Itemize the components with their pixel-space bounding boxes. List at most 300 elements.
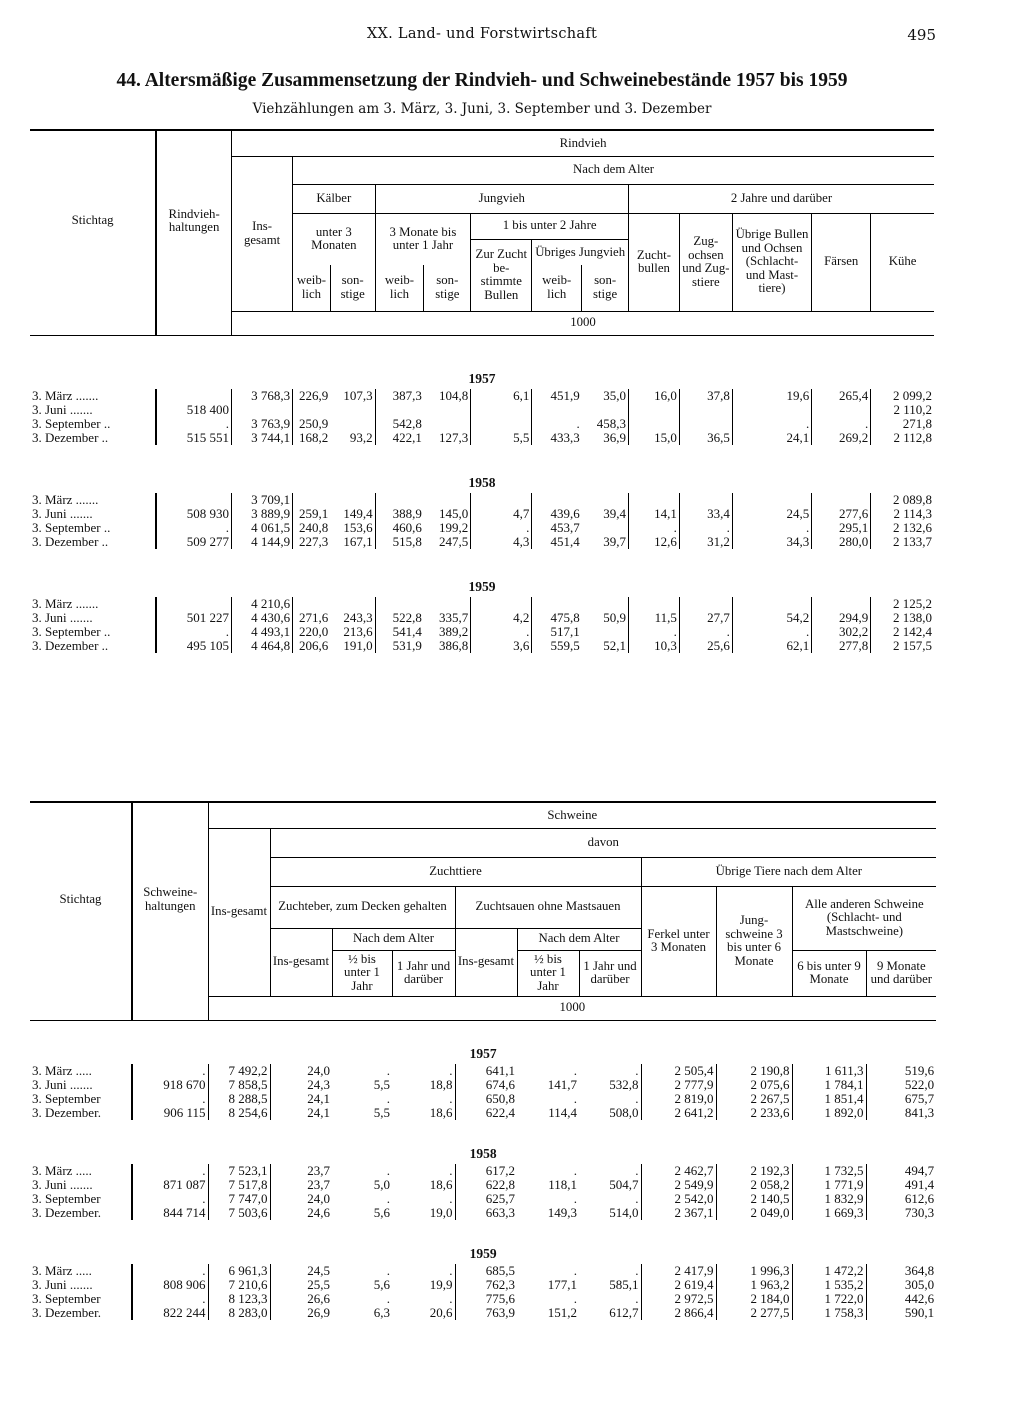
col-haltungen: Rindvieh-haltungen — [156, 130, 231, 311]
cell-value: 4,7 — [471, 507, 532, 521]
cell-value: 271,6 — [293, 611, 331, 625]
cell-value: 918 670 — [132, 1078, 208, 1092]
cell-value: 18,6 — [429, 1177, 453, 1192]
col-1bis2: 1 bis unter 2 Jahre — [471, 213, 629, 239]
cell-value: . — [679, 625, 732, 639]
cell-value: 265,4 — [812, 389, 871, 403]
col-eber-insgesamt: Ins-gesamt — [270, 928, 332, 996]
cell-value: 14,1 — [629, 507, 680, 521]
col-jungschweine: Jung-schweine 3 bis unter 6 Monate — [716, 886, 792, 996]
col-zuchtsauen: Zuchtsauen ohne Mastsauen — [455, 886, 641, 928]
cell-value: 11,5 — [629, 611, 680, 625]
cell-value: 433,3 — [532, 431, 582, 445]
cell-value: 2 192,3 — [716, 1164, 792, 1178]
row-label: 3. März ....... — [32, 596, 99, 611]
cell-value: 8 254,6 — [208, 1106, 270, 1120]
row-label: 3. Dezember .. — [32, 430, 109, 445]
cell-value: 149,3 — [547, 1205, 577, 1220]
year-heading: 1957 — [469, 1046, 497, 1061]
cell-value: 617,2 — [455, 1164, 517, 1178]
cell-value: 844 714 — [132, 1206, 208, 1220]
col-zucht-bullen-jung: Zur Zucht be-stimmte Bullen — [471, 239, 532, 311]
cell-value: . — [132, 1164, 208, 1178]
cell-value: 2 075,6 — [716, 1078, 792, 1092]
col-3bis1: 3 Monate bis unter 1 Jahr — [375, 213, 471, 265]
cell-value: 168,2 — [293, 431, 331, 445]
row-label: 3. März ..... — [32, 1263, 92, 1278]
cell-value: . — [386, 1163, 390, 1178]
cell-value: 24,0 — [270, 1064, 332, 1078]
cell-value: 149,4 — [343, 506, 373, 521]
cell-value: 451,4 — [532, 535, 582, 549]
col-zuchttiere: Zuchttiere — [270, 857, 641, 886]
cell-value: . — [679, 521, 732, 535]
row-label: 3. März ....... — [32, 388, 99, 403]
cell-value: . — [573, 1063, 577, 1078]
cell-value — [629, 597, 680, 611]
col-3bis1-weiblich: weib-lich — [375, 265, 424, 311]
col-eber-einjahr: 1 Jahr und darüber — [392, 950, 455, 996]
row-label: 3. Dezember. — [32, 1305, 101, 1320]
col-schweine: Schweine — [208, 802, 936, 828]
cell-value — [156, 597, 231, 611]
cell-value: 240,8 — [293, 521, 331, 535]
cell-value: 191,0 — [343, 638, 373, 653]
year-heading: 1958 — [469, 1146, 497, 1161]
cell-value: 167,1 — [343, 534, 373, 549]
cell-value: 2 549,9 — [641, 1178, 716, 1192]
table-row — [30, 431, 934, 445]
col-davon: davon — [270, 828, 936, 857]
table-row — [30, 1278, 936, 1292]
cell-value: 2 132,6 — [871, 521, 934, 535]
cell-value: 6,3 — [373, 1305, 390, 1320]
cell-value: . — [156, 521, 231, 535]
cell-value: 93,2 — [349, 430, 373, 445]
cell-value: 199,2 — [438, 520, 469, 535]
cell-value: 763,9 — [455, 1306, 517, 1320]
col-eber-nach-alter: Nach dem Alter — [332, 928, 455, 950]
cell-value: 494,7 — [866, 1164, 936, 1178]
cell-value: . — [573, 1163, 577, 1178]
year-heading: 1958 — [468, 475, 496, 490]
cell-value: 2 417,9 — [641, 1264, 716, 1278]
unit-label: 1000 — [232, 311, 934, 335]
col-uebriges-jungvieh: Übriges Jungvieh — [532, 239, 629, 265]
year-row — [30, 1020, 936, 1064]
cell-value: 3 709,1 — [232, 493, 293, 507]
cell-value — [812, 597, 871, 611]
table-row — [30, 1292, 936, 1306]
row-label: 3. März ..... — [32, 1163, 92, 1178]
cell-value: 247,5 — [438, 534, 469, 549]
cell-value: 451,9 — [532, 389, 582, 403]
cell-value: 7 492,2 — [208, 1064, 270, 1078]
cell-value — [532, 403, 582, 417]
cell-value: 107,3 — [343, 388, 373, 403]
cell-value: 515,8 — [375, 535, 424, 549]
cell-value: 5,6 — [373, 1205, 390, 1220]
cell-value: 4 493,1 — [232, 625, 293, 639]
cell-value: . — [812, 417, 871, 431]
table-row — [30, 639, 934, 653]
cell-value: 674,6 — [455, 1078, 517, 1092]
cell-value — [812, 403, 871, 417]
cell-value: 7 210,6 — [208, 1278, 270, 1292]
col-insgesamt: Ins-gesamt — [208, 828, 270, 996]
cell-value — [629, 493, 680, 507]
year-row — [30, 335, 934, 389]
table-row — [30, 507, 934, 521]
cell-value: 2 819,0 — [641, 1092, 716, 1106]
cell-value: 2 140,5 — [716, 1192, 792, 1206]
cell-value: 389,2 — [438, 624, 469, 639]
cell-value: 504,7 — [609, 1177, 639, 1192]
col-9monate: 9 Monate und darüber — [866, 950, 936, 996]
cell-value: 145,0 — [438, 506, 469, 521]
cell-value: 2 157,5 — [871, 639, 934, 653]
table-row — [30, 1178, 936, 1192]
col-stichtag: Stichtag — [30, 802, 132, 996]
cell-value: 590,1 — [866, 1306, 936, 1320]
col-faersen: Färsen — [812, 213, 871, 311]
cell-value: 730,3 — [866, 1206, 936, 1220]
cell-value: 2 190,8 — [716, 1064, 792, 1078]
cell-value — [293, 597, 331, 611]
col-stichtag: Stichtag — [30, 130, 156, 311]
cell-value: 23,7 — [270, 1178, 332, 1192]
cell-value: 3,6 — [471, 639, 532, 653]
col-kuehe: Kühe — [871, 213, 934, 311]
cell-value: 2 233,6 — [716, 1106, 792, 1120]
cell-value: 622,4 — [455, 1106, 517, 1120]
cell-value: 2 542,0 — [641, 1192, 716, 1206]
cell-value: 177,1 — [547, 1277, 577, 1292]
cell-value: 1 732,5 — [792, 1164, 866, 1178]
cell-value — [629, 417, 680, 431]
row-label: 3. September .. — [32, 416, 111, 431]
cell-value: 585,1 — [609, 1277, 639, 1292]
col-3bis1-sonstige: son-stige — [424, 265, 471, 311]
cell-value: . — [386, 1191, 390, 1206]
cell-value: 127,3 — [438, 430, 469, 445]
cell-value: 2 641,2 — [641, 1106, 716, 1120]
cell-value — [471, 403, 532, 417]
cell-value: 675,7 — [866, 1092, 936, 1106]
cell-value — [471, 597, 532, 611]
cell-value: 906 115 — [132, 1106, 208, 1120]
col-nach-alter: Nach dem Alter — [293, 156, 934, 184]
cell-value: 3 889,9 — [232, 507, 293, 521]
col-jung-sonstige: son-stige — [582, 265, 629, 311]
cell-value: 104,8 — [438, 388, 469, 403]
cell-value: 2 125,2 — [871, 597, 934, 611]
cell-value: 2 112,8 — [871, 431, 934, 445]
cell-value: 8 283,0 — [208, 1306, 270, 1320]
cell-value — [532, 493, 582, 507]
cell-value: 4 210,6 — [232, 597, 293, 611]
table-row — [30, 389, 934, 403]
cell-value: 52,1 — [603, 638, 626, 653]
cell-value: 26,6 — [270, 1292, 332, 1306]
cell-value: 2 777,9 — [641, 1078, 716, 1092]
cell-value: 663,3 — [455, 1206, 517, 1220]
cell-value: 33,4 — [679, 507, 732, 521]
cell-value: . — [635, 1291, 639, 1306]
cell-value: 31,2 — [679, 535, 732, 549]
table-row — [30, 1092, 936, 1106]
cell-value: 24,3 — [270, 1078, 332, 1092]
cell-value: 24,6 — [270, 1206, 332, 1220]
cell-value: 259,1 — [293, 507, 331, 521]
cell-value: 514,0 — [609, 1205, 639, 1220]
cell-value: 2 114,3 — [871, 507, 934, 521]
row-label: 3. Dezember .. — [32, 534, 109, 549]
cell-value: . — [635, 1191, 639, 1206]
cell-value: 19,6 — [732, 389, 811, 403]
cell-value: 153,6 — [343, 520, 373, 535]
cell-value: 269,2 — [812, 431, 871, 445]
cell-value: 460,6 — [375, 521, 424, 535]
cell-value — [471, 493, 532, 507]
cell-value: 6 961,3 — [208, 1264, 270, 1278]
col-insgesamt: Ins-gesamt — [232, 156, 293, 311]
cell-value — [156, 389, 231, 403]
cell-value: 612,6 — [866, 1192, 936, 1206]
cell-value: . — [132, 1264, 208, 1278]
cell-value: 280,0 — [812, 535, 871, 549]
cell-value: 532,8 — [609, 1077, 639, 1092]
cell-value: 25,6 — [679, 639, 732, 653]
cell-value — [424, 403, 471, 417]
cell-value: 641,1 — [455, 1064, 517, 1078]
cell-value: 2 267,5 — [716, 1092, 792, 1106]
cell-value — [232, 403, 293, 417]
cell-value — [679, 493, 732, 507]
cell-value: 151,2 — [547, 1305, 577, 1320]
cell-value: 1 722,0 — [792, 1292, 866, 1306]
cell-value: 294,9 — [812, 611, 871, 625]
cell-value: 4,3 — [471, 535, 532, 549]
table-row — [30, 1192, 936, 1206]
cell-value: . — [132, 1292, 208, 1306]
cell-value: . — [132, 1192, 208, 1206]
col-sauen-nach-alter: Nach dem Alter — [517, 928, 641, 950]
cell-value: 36,9 — [603, 430, 626, 445]
cell-value: . — [732, 521, 811, 535]
cell-value: 775,6 — [455, 1292, 517, 1306]
cell-value: 18,8 — [429, 1077, 453, 1092]
cell-value: 542,8 — [375, 417, 424, 431]
year-row — [30, 445, 934, 493]
cell-value: . — [449, 1163, 453, 1178]
pig-table — [30, 801, 936, 1330]
cell-value: . — [386, 1063, 390, 1078]
cell-value: 4,2 — [471, 611, 532, 625]
cell-value: 7 517,8 — [208, 1178, 270, 1192]
cell-value: 23,7 — [270, 1164, 332, 1178]
cell-value: . — [449, 1263, 453, 1278]
cell-value: 508 930 — [156, 507, 231, 521]
table-row — [30, 1264, 936, 1278]
cell-value: . — [449, 1091, 453, 1106]
cell-value: 39,7 — [603, 534, 626, 549]
col-zugochsen: Zug-ochsen und Zug-stiere — [679, 213, 732, 311]
year-heading: 1959 — [468, 579, 496, 594]
table-row — [30, 625, 934, 639]
col-zuchtbullen: Zucht-bullen — [629, 213, 680, 311]
cell-value: 650,8 — [455, 1092, 517, 1106]
cell-value: 1 963,2 — [716, 1278, 792, 1292]
cell-value: 1 669,3 — [792, 1206, 866, 1220]
cell-value: 15,0 — [629, 431, 680, 445]
cell-value: 5,0 — [373, 1177, 390, 1192]
cell-value: 18,6 — [429, 1105, 453, 1120]
cell-value: 4 144,9 — [232, 535, 293, 549]
cell-value: 277,8 — [812, 639, 871, 653]
year-heading: 1957 — [468, 371, 496, 386]
cell-value: 24,5 — [270, 1264, 332, 1278]
cell-value: 16,0 — [629, 389, 680, 403]
cell-value: . — [573, 1191, 577, 1206]
cell-value: 559,5 — [532, 639, 582, 653]
cell-value — [424, 417, 471, 431]
row-label: 3. September .. — [32, 624, 111, 639]
page-number: 495 — [907, 26, 936, 44]
cell-value: 2 505,4 — [641, 1064, 716, 1078]
cell-value — [679, 417, 732, 431]
cell-value: 141,7 — [547, 1077, 577, 1092]
col-unter3: unter 3 Monaten — [293, 213, 375, 265]
cell-value — [375, 403, 424, 417]
cell-value: 518 400 — [156, 403, 231, 417]
cell-value: 213,6 — [343, 624, 373, 639]
cell-value: 515 551 — [156, 431, 231, 445]
cell-value: 386,8 — [438, 638, 469, 653]
cell-value: 1 535,2 — [792, 1278, 866, 1292]
cell-value: 12,6 — [629, 535, 680, 549]
cell-value: 2 619,4 — [641, 1278, 716, 1292]
cell-value: 2 110,2 — [871, 403, 934, 417]
cell-value: 36,5 — [679, 431, 732, 445]
year-row — [30, 1120, 936, 1164]
row-label: 3. Juni ....... — [32, 1077, 93, 1092]
table-row — [30, 521, 934, 535]
row-label: 3. Dezember. — [32, 1205, 101, 1220]
cell-value: 39,4 — [603, 506, 626, 521]
cell-value: . — [532, 417, 582, 431]
row-label: 3. Juni ....... — [32, 1177, 93, 1192]
cell-value — [629, 403, 680, 417]
cell-value: 243,3 — [343, 610, 373, 625]
cell-value: 531,9 — [375, 639, 424, 653]
table-row — [30, 1306, 936, 1320]
cell-value: 26,9 — [270, 1306, 332, 1320]
cell-value — [375, 493, 424, 507]
cell-value: 841,3 — [866, 1106, 936, 1120]
cell-value: 491,4 — [866, 1178, 936, 1192]
cell-value — [582, 493, 629, 507]
cell-value: 2 866,4 — [641, 1306, 716, 1320]
col-jungvieh: Jungvieh — [375, 184, 628, 213]
cell-value: 808 906 — [132, 1278, 208, 1292]
cell-value: 5,5 — [471, 431, 532, 445]
cell-value: 475,8 — [532, 611, 582, 625]
cell-value: 335,7 — [438, 610, 469, 625]
cell-value: 118,1 — [548, 1177, 577, 1192]
cell-value: 387,3 — [375, 389, 424, 403]
cell-value: 541,4 — [375, 625, 424, 639]
cell-value: . — [471, 521, 532, 535]
cell-value: 871 087 — [132, 1178, 208, 1192]
col-eber-halb: ½ bis unter 1 Jahr — [332, 950, 392, 996]
cell-value: 5,6 — [373, 1277, 390, 1292]
table-row — [30, 493, 934, 507]
table-row — [30, 611, 934, 625]
table-row — [30, 1206, 936, 1220]
cell-value: 305,0 — [866, 1278, 936, 1292]
cell-value: . — [156, 417, 231, 431]
cell-value: 62,1 — [732, 639, 811, 653]
cell-value: 364,8 — [866, 1264, 936, 1278]
row-label: 3. Dezember. — [32, 1105, 101, 1120]
cell-value: 453,7 — [532, 521, 582, 535]
row-label: 3. März ..... — [32, 1063, 92, 1078]
cell-value: 2 972,5 — [641, 1292, 716, 1306]
cell-value: 7 858,5 — [208, 1078, 270, 1092]
unit-label: 1000 — [208, 996, 936, 1020]
cell-value — [330, 417, 375, 431]
table-row — [30, 417, 934, 431]
row-label: 3. Juni ....... — [32, 610, 93, 625]
cell-value: 3 768,3 — [232, 389, 293, 403]
cell-value: . — [386, 1263, 390, 1278]
cell-value: . — [573, 1263, 577, 1278]
cell-value: 1 851,4 — [792, 1092, 866, 1106]
running-header — [0, 26, 1024, 48]
cell-value: 35,0 — [603, 388, 626, 403]
cell-value: 34,3 — [732, 535, 811, 549]
cell-value: 226,9 — [293, 389, 331, 403]
cell-value: . — [449, 1191, 453, 1206]
row-label: 3. September — [32, 1291, 101, 1306]
cell-value: 495 105 — [156, 639, 231, 653]
cell-value: 422,1 — [375, 431, 424, 445]
cell-value: 3 744,1 — [232, 431, 293, 445]
col-uebrige-tiere: Übrige Tiere nach dem Alter — [641, 857, 936, 886]
cell-value: 50,9 — [603, 610, 626, 625]
year-heading: 1959 — [469, 1246, 497, 1261]
cell-value: 1 892,0 — [792, 1106, 866, 1120]
cell-value: 7 503,6 — [208, 1206, 270, 1220]
table-title: 44. Altersmäßige Zusammensetzung der Rindvieh- und Schweinebestände 1957 bis 1959 — [116, 70, 848, 91]
cell-value: 2 133,7 — [871, 535, 934, 549]
cell-value: . — [132, 1064, 208, 1078]
cell-value — [582, 403, 629, 417]
cell-value: 20,6 — [429, 1305, 453, 1320]
row-label: 3. Dezember .. — [32, 638, 109, 653]
cattle-table — [30, 129, 934, 663]
table-row — [30, 1164, 936, 1178]
cell-value: 220,0 — [293, 625, 331, 639]
cell-value: . — [573, 1291, 577, 1306]
cell-value: 2 142,4 — [871, 625, 934, 639]
section-title: XX. Land- und Forstwirtschaft — [366, 26, 598, 42]
row-label: 3. März ....... — [32, 492, 99, 507]
cell-value: . — [635, 1163, 639, 1178]
cell-value — [679, 403, 732, 417]
cell-value: 4 430,6 — [232, 611, 293, 625]
